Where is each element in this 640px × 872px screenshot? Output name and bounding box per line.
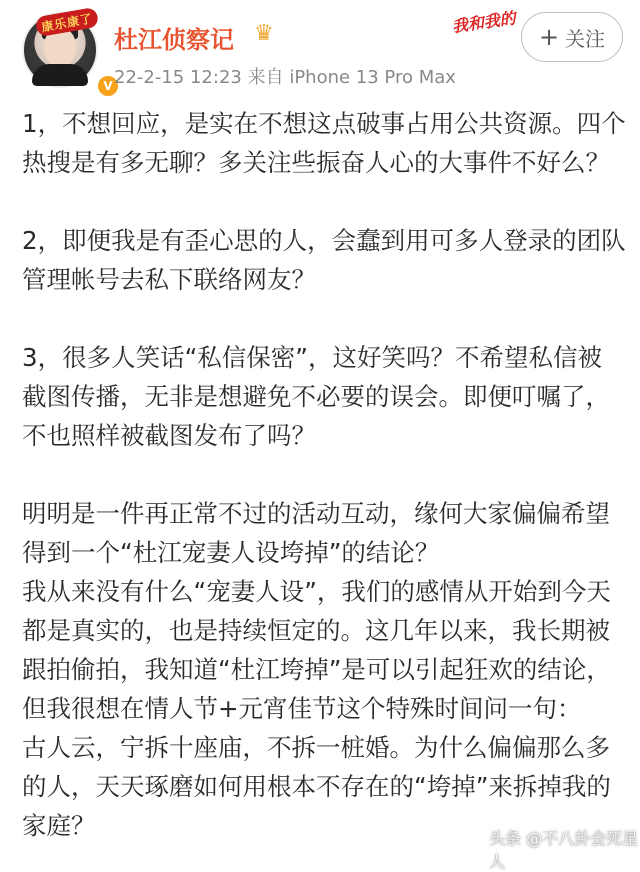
follow-button[interactable]: [521, 12, 623, 62]
post-paragraph-5: 我从来没有什么“宠妻人设”，我们的感情从开始到今天都是真实的，也是持续恒定的。这几年以来，我长期被跟拍偷拍，我知道“杜江垮掉”是可以引起狂欢的结论，但我很想在情人节+元宵佳节这个特殊时间问一句：: [22, 577, 611, 723]
username[interactable]: 杜江侦察记: [114, 26, 234, 54]
avatar-suit: [32, 64, 88, 86]
timestamp: 22-2-15 12:23: [114, 67, 242, 88]
plus-icon: +: [538, 23, 560, 51]
post-body: [22, 104, 626, 845]
watermark: 头条 @不八卦会死星人: [489, 829, 639, 871]
avatar-badge: 康乐康了: [35, 7, 100, 37]
header-decoration: 我和我的: [450, 8, 517, 37]
post-paragraph-4: 明明是一件再正常不过的活动互动，缘何大家偏偏希望得到一个“杜江宠妻人设垮掉”的结论？: [22, 499, 610, 567]
post-paragraph-6: 古人云，宁拆十座庙，不拆一桩婚。为什么偏偏那么多的人，天天琢磨如何用根本不存在的“垮掉”来拆掉我的家庭？: [22, 733, 611, 840]
crown-icon: ♛: [254, 21, 274, 46]
post-paragraph-2: 2，即便我是有歪心思的人，会蠢到用可多人登录的团队管理帐号去私下联络网友？: [22, 226, 626, 294]
post-header: [0, 0, 640, 100]
post-paragraph-1: 1，不想回应，是实在不想这点破事占用公共资源。四个热搜是有多无聊？多关注些振奋人心的大事件不好么？: [22, 109, 626, 177]
post-paragraph-3: 3，很多人笑话“私信保密”，这好笑吗？不希望私信被截图传播，无非是想避免不必要的误会。即便叮嘱了，不也照样被截图发布了吗？: [22, 343, 610, 450]
avatar[interactable]: [22, 11, 113, 93]
post-source: 来自 iPhone 13 Pro Max: [247, 67, 456, 88]
post-meta: [114, 63, 456, 89]
follow-label: 关注: [565, 26, 606, 51]
verified-icon: V: [96, 74, 120, 98]
